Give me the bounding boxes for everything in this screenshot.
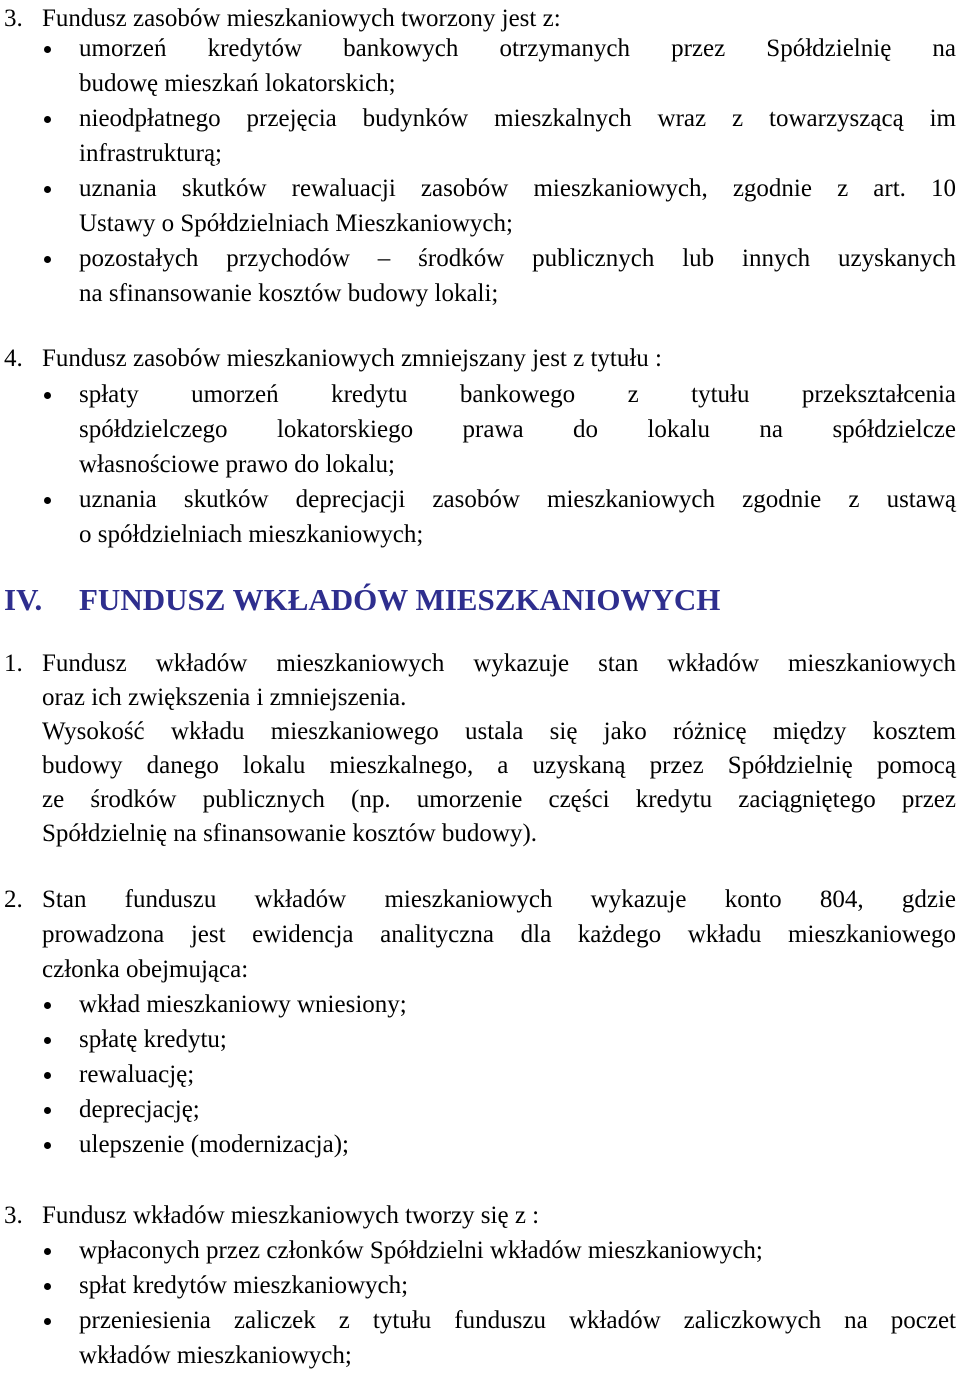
- section-3-title: Fundusz zasobów mieszkaniowych tworzony jest z:: [42, 5, 561, 32]
- list-item: uznania skutków deprecjacji zasobów mieszkaniowych zgodnie z ustawą: [79, 486, 956, 513]
- section-4-number: 4.: [4, 345, 23, 372]
- bullet-icon: [44, 1283, 51, 1290]
- list-item-continuation: własnościowe prawo do lokalu;: [79, 451, 395, 478]
- list-item: ulepszenie (modernizacja);: [79, 1131, 349, 1158]
- bullet-icon: [44, 497, 51, 504]
- list-item-continuation: budowę mieszkań lokatorskich;: [79, 70, 396, 97]
- list-item: wpłaconych przez członków Spółdzielni wkładów mieszkaniowych;: [79, 1237, 763, 1264]
- bullet-icon: [44, 1037, 51, 1044]
- list-item-continuation: Ustawy o Spółdzielniach Mieszkaniowych;: [79, 210, 513, 237]
- bullet-icon: [44, 1318, 51, 1325]
- paragraph-line: prowadzona jest ewidencja analityczna dla każdego wkładu mieszkaniowego: [42, 921, 956, 948]
- paragraph-line: Stan funduszu wkładów mieszkaniowych wykazuje konto 804, gdzie: [42, 886, 956, 913]
- paragraph-line: Wysokość wkładu mieszkaniowego ustala się jako różnicę między kosztem: [42, 718, 956, 745]
- section-3-number: 3.: [4, 5, 23, 32]
- bullet-icon: [44, 1248, 51, 1255]
- list-item: wkład mieszkaniowy wniesiony;: [79, 991, 407, 1018]
- list-item: deprecjację;: [79, 1096, 200, 1123]
- bullet-icon: [44, 1072, 51, 1079]
- list-item: rewaluację;: [79, 1061, 195, 1088]
- chapter-heading: [4, 582, 720, 618]
- paragraph-3-number: 3.: [4, 1202, 23, 1229]
- bullet-icon: [44, 186, 51, 193]
- bullet-icon: [44, 46, 51, 53]
- chapter-number: IV.: [4, 582, 43, 617]
- bullet-icon: [44, 256, 51, 263]
- paragraph-3-title: Fundusz wkładów mieszkaniowych tworzy się z :: [42, 1202, 540, 1229]
- paragraph-1-number: 1.: [4, 650, 23, 677]
- list-item-continuation: infrastrukturą;: [79, 140, 223, 167]
- list-item-continuation: spółdzielczego lokatorskiego prawa do lokalu na spółdzielcze: [79, 416, 956, 443]
- list-item: nieodpłatnego przejęcia budynków mieszkalnych wraz z towarzyszącą im: [79, 105, 956, 132]
- bullet-icon: [44, 1142, 51, 1149]
- list-item: spłat kredytów mieszkaniowych;: [79, 1272, 409, 1299]
- paragraph-line: ze środków publicznych (np. umorzenie części kredytu zaciągniętego przez: [42, 786, 956, 813]
- chapter-title: FUNDUSZ WKŁADÓW MIESZKANIOWYCH: [79, 582, 721, 617]
- section-4-title: Fundusz zasobów mieszkaniowych zmniejszany jest z tytułu :: [42, 345, 663, 372]
- list-item: pozostałych przychodów – środków publicznych lub innych uzyskanych: [79, 245, 956, 272]
- bullet-icon: [44, 116, 51, 123]
- list-item: uznania skutków rewaluacji zasobów mieszkaniowych, zgodnie z art. 10: [79, 175, 956, 202]
- bullet-icon: [44, 1002, 51, 1009]
- bullet-icon: [44, 392, 51, 399]
- list-item-continuation: o spółdzielniach mieszkaniowych;: [79, 521, 424, 548]
- paragraph-line: budowy danego lokalu mieszkalnego, a uzyskaną przez Spółdzielnię pomocą: [42, 752, 956, 779]
- list-item: umorzeń kredytów bankowych otrzymanych przez Spółdzielnię na: [79, 35, 956, 62]
- bullet-icon: [44, 1107, 51, 1114]
- paragraph-2-number: 2.: [4, 886, 23, 913]
- list-item-continuation: na sfinansowanie kosztów budowy lokali;: [79, 280, 499, 307]
- list-item: przeniesienia zaliczek z tytułu funduszu wkładów zaliczkowych na poczet: [79, 1307, 956, 1334]
- list-item-continuation: wkładów mieszkaniowych;: [79, 1342, 352, 1369]
- paragraph-line: oraz ich zwiększenia i zmniejszenia.: [42, 684, 407, 711]
- list-item: spłaty umorzeń kredytu bankowego z tytułu przekształcenia: [79, 381, 956, 408]
- list-item: spłatę kredytu;: [79, 1026, 227, 1053]
- paragraph-line: Spółdzielnię na sfinansowanie kosztów budowy).: [42, 820, 538, 847]
- paragraph-line: Fundusz wkładów mieszkaniowych wykazuje stan wkładów mieszkaniowych: [42, 650, 956, 677]
- paragraph-line: członka obejmująca:: [42, 956, 249, 983]
